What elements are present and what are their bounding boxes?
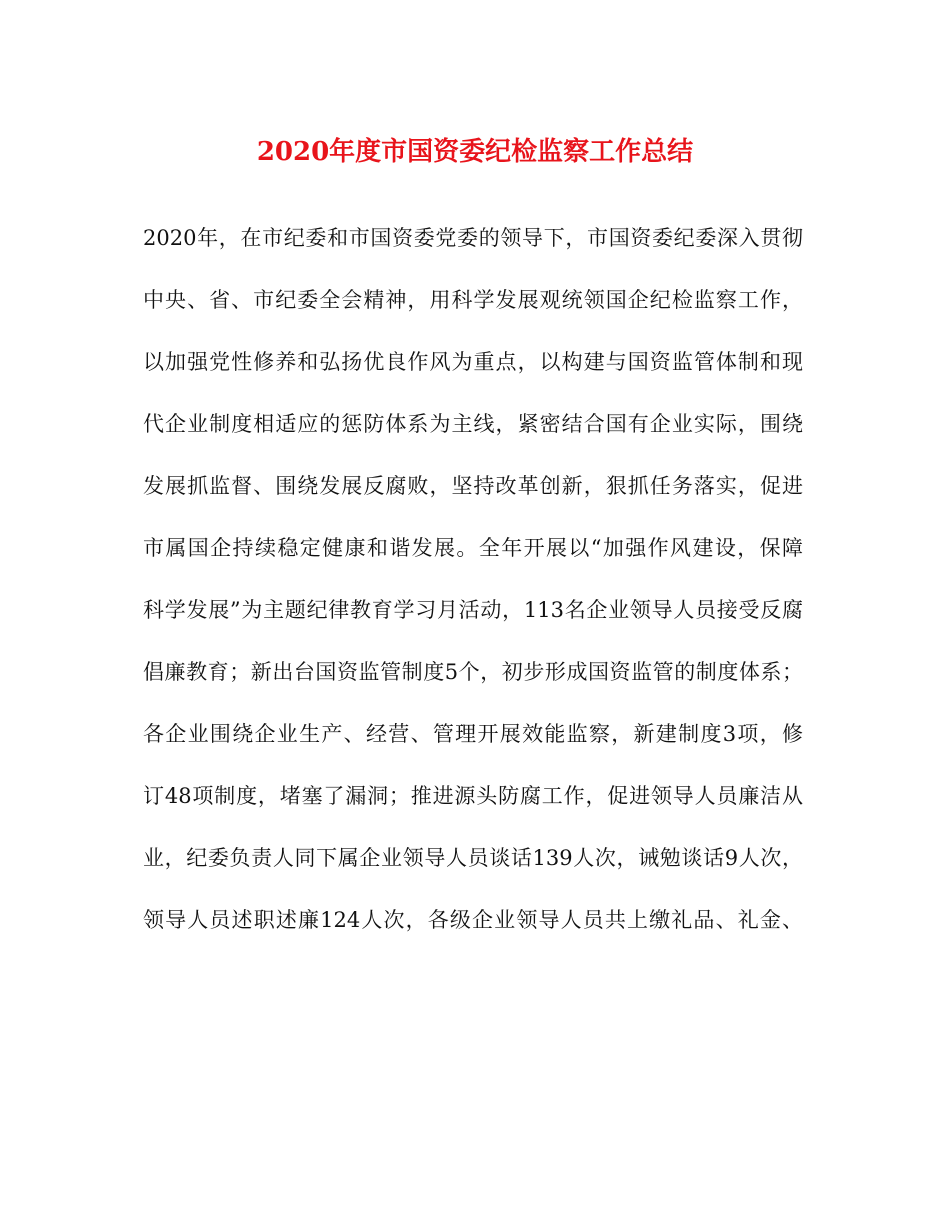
body-line: 科学发展”为主题纪律教育学习月活动，113名企业领导人员接受反腐	[143, 598, 803, 622]
document-title: 2020年度市国资委纪检监察工作总结	[256, 137, 694, 167]
body-line: 2020年，在市纪委和市国资委党委的领导下，市国资委纪委深入贯彻	[143, 226, 803, 250]
body-line: 发展抓监督、围绕发展反腐败，坚持改革创新，狠抓任务落实，促进	[143, 474, 803, 498]
body-line: 市属国企持续稳定健康和谐发展。全年开展以“加强作风建设，保障	[143, 536, 803, 560]
body-line: 业，纪委负责人同下属企业领导人员谈话139人次，诫勉谈话9人次，	[143, 846, 803, 870]
body-line: 领导人员述职述廉124人次，各级企业领导人员共上缴礼品、礼金、	[143, 908, 803, 932]
document-body	[143, 218, 813, 962]
body-line: 代企业制度相适应的惩防体系为主线，紧密结合国有企业实际，围绕	[143, 412, 803, 436]
body-line: 倡廉教育；新出台国资监管制度5个，初步形成国资监管的制度体系；	[143, 660, 803, 684]
body-line: 以加强党性修养和弘扬优良作风为重点，以构建与国资监管体制和现	[143, 350, 803, 374]
body-line: 订48项制度，堵塞了漏洞；推进源头防腐工作，促进领导人员廉洁从	[143, 784, 803, 808]
body-line: 各企业围绕企业生产、经营、管理开展效能监察，新建制度3项，修	[143, 722, 803, 746]
body-line: 中央、省、市纪委全会精神，用科学发展观统领国企纪检监察工作，	[143, 288, 803, 312]
